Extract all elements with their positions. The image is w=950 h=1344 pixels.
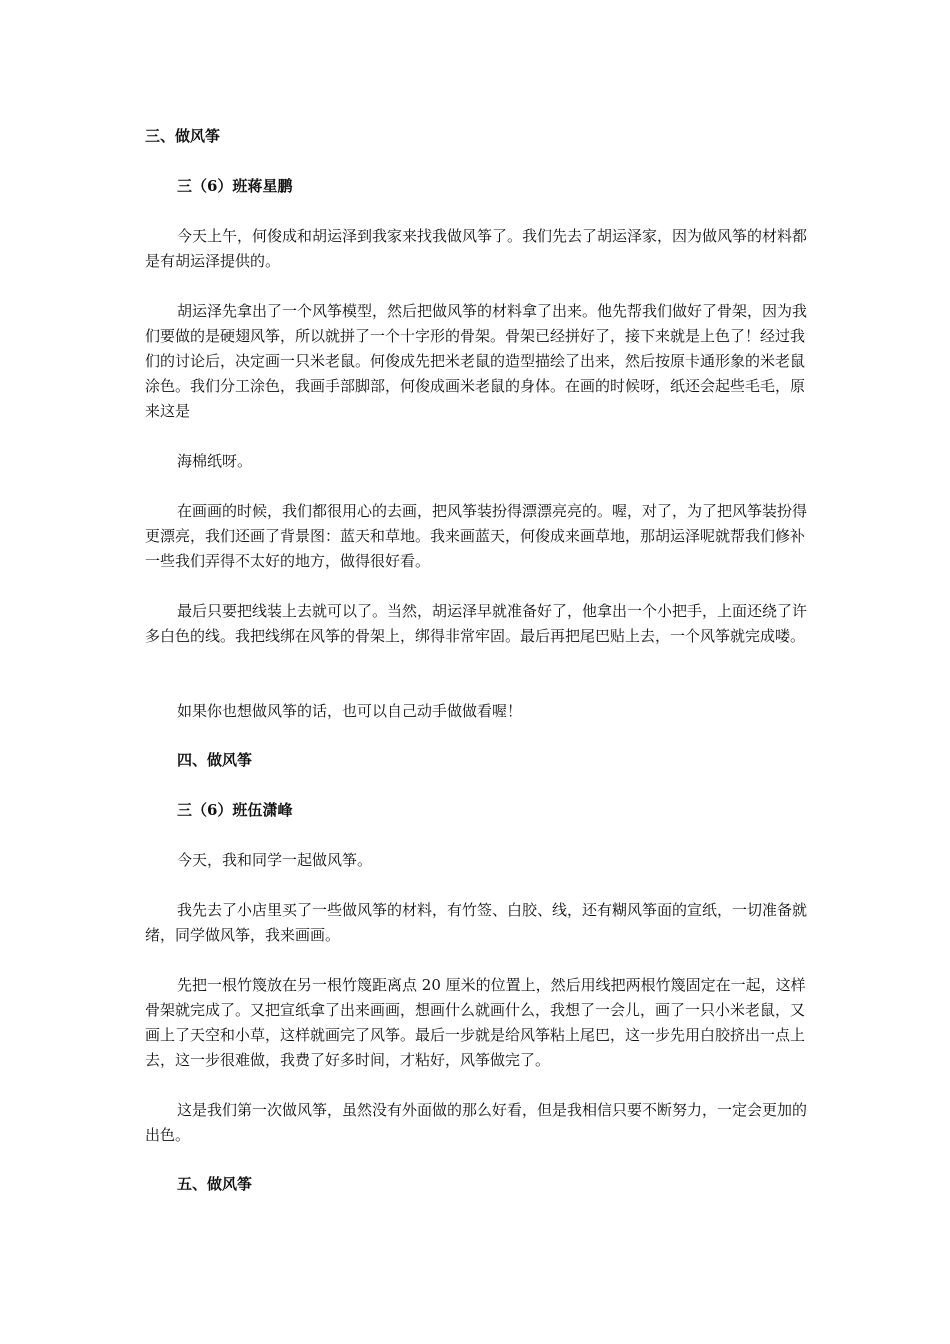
paragraph: 最后只要把线装上去就可以了。当然，胡运泽早就准备好了，他拿出一个小把手，上面还绕了许多白色的线。我把线绑在风筝的骨架上，绑得非常牢固。最后再把尾巴贴上去，一个风筝就完成喽。 — [145, 602, 808, 645]
section-title: 三、做风筝 — [145, 127, 221, 145]
paragraph: 海棉纸呀。 — [177, 452, 253, 470]
section-title: 五、做风筝 — [177, 1175, 253, 1193]
paragraph: 今天，我和同学一起做风筝。 — [177, 851, 373, 869]
paragraph: 这是我们第一次做风筝，虽然没有外面做的那么好看，但是我相信只要不断努力，一定会更加的出色。 — [145, 1101, 808, 1144]
paragraph: 我先去了小店里买了一些做风筝的材料，有竹签、白胶、线，还有糊风筝面的宣纸，一切准备就绪，同学做风筝，我来画画。 — [145, 901, 808, 944]
section-title: 四、做风筝 — [177, 751, 253, 769]
paragraph: 今天上午，何俊成和胡运泽到我家来找我做风筝了。我们先去了胡运泽家，因为做风筝的材料都是有胡运泽提供的。 — [145, 227, 808, 270]
paragraph: 在画画的时候，我们都很用心的去画，把风筝装扮得漂漂亮亮的。喔，对了，为了把风筝装扮得更漂亮，我们还画了背景图：蓝天和草地。我来画蓝天，何俊成来画草地，那胡运泽呢就帮我们修补一些我们弄得不太好的地方，做得很好看。 — [145, 502, 808, 570]
section-byline: 三（6）班蒋星鹏 — [177, 177, 293, 195]
section-byline: 三（6）班伍潇峰 — [177, 801, 293, 819]
paragraph: 先把一根竹篾放在另一根竹篾距离点 20 厘米的位置上，然后用线把两根竹篾固定在一起，这样骨架就完成了。又把宣纸拿了出来画画，想画什么就画什么，我想了一会儿，画了一只小米老鼠，又画上了天空和小草，这样就画完了风筝。最后一步就是给风筝粘上尾巴，这一步先用白胶挤出一点上去，这一步很难做，我费了好多时间，才粘好，风筝做完了。 — [145, 976, 806, 1069]
paragraph: 胡运泽先拿出了一个风筝模型，然后把做风筝的材料拿了出来。他先帮我们做好了骨架，因为我们要做的是硬翅风筝，所以就拼了一个十字形的骨架。骨架已经拼好了，接下来就是上色了！经过我们的讨论后，决定画一只米老鼠。何俊成先把米老鼠的造型描绘了出来，然后按原卡通形象的米老鼠涂色。我们分工涂色，我画手部脚部，何俊成画米老鼠的身体。在画的时候呀，纸还会起些毛毛，原来这是 — [145, 302, 808, 420]
paragraph: 如果你也想做风筝的话，也可以自己动手做做看喔！ — [177, 702, 523, 720]
